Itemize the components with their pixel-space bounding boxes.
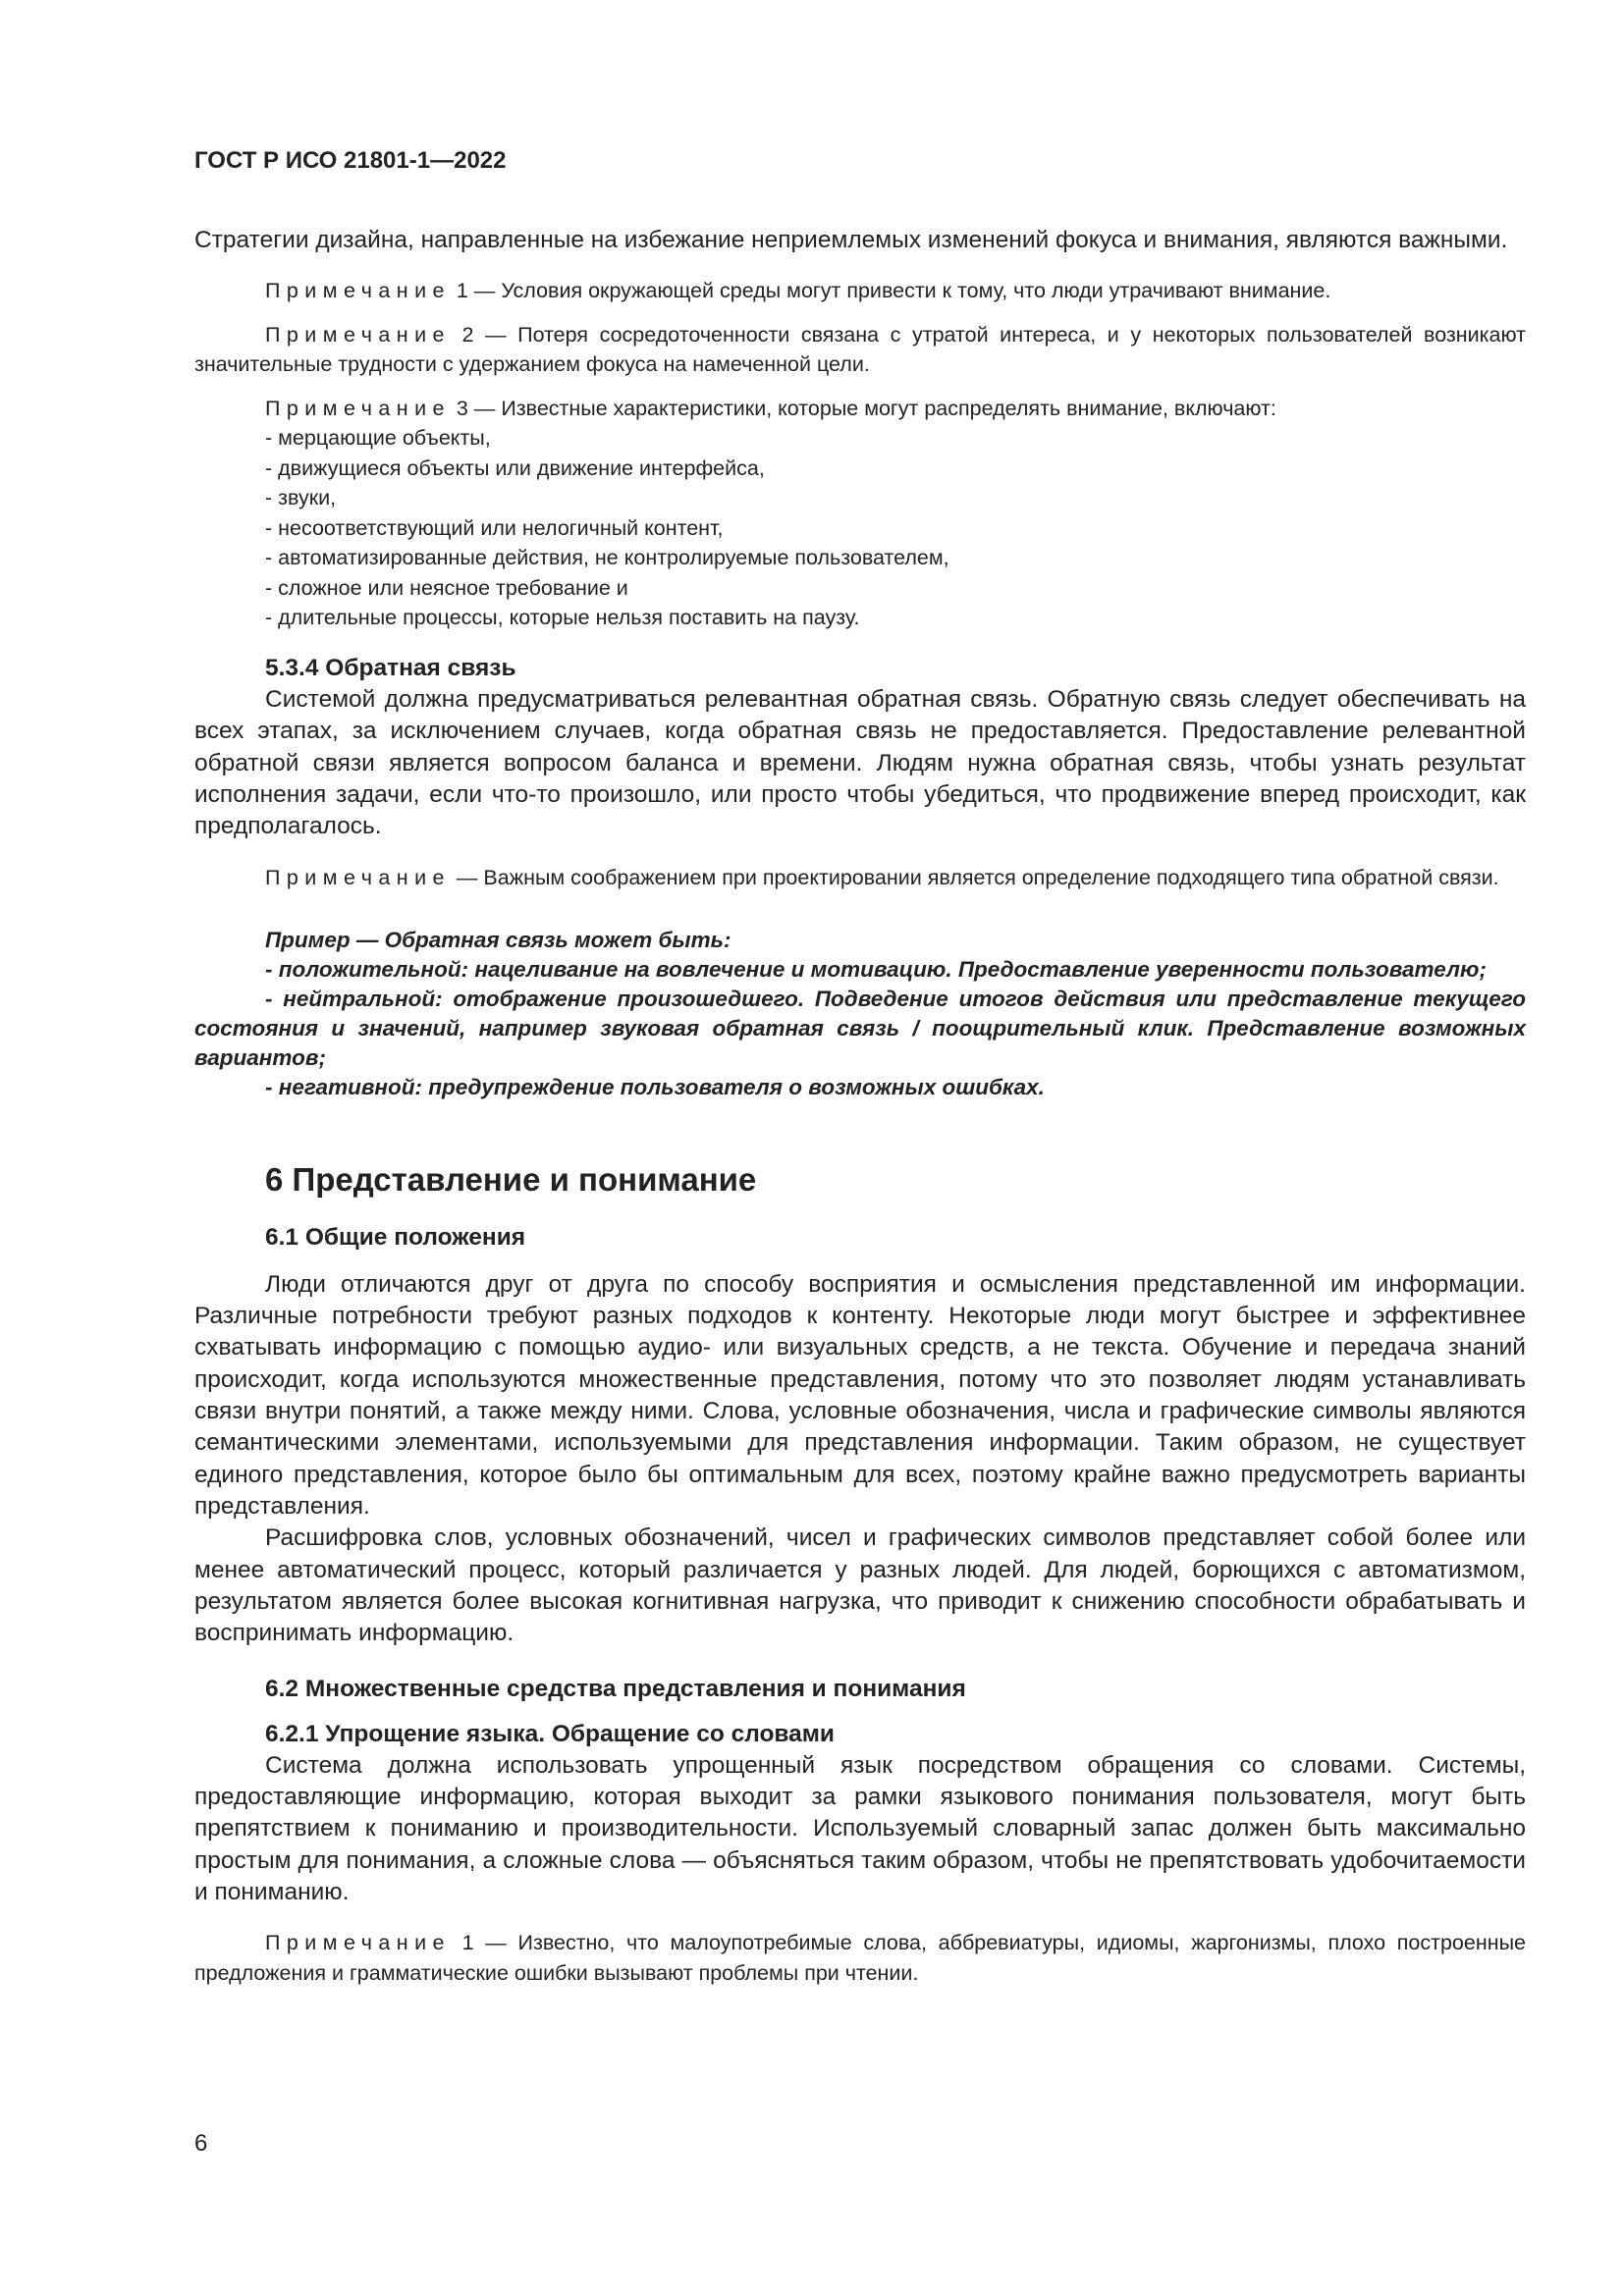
document-header: ГОСТ Р ИСО 21801-1—2022	[194, 147, 507, 174]
example-line: - нейтральной: отображение произошедшего. Подведение итогов действия или представление текущего состояния и значений, например звуковая обратная связь / поощрительный клик. Представление возможных вариантов;	[194, 987, 1526, 1070]
heading-6-2: 6.2 Множественные средства представления и понимания	[265, 1675, 966, 1702]
paragraph-6-1-b: Расшифровка слов, условных обозначений, чисел и графических символов представляет собой более или менее автоматический процесс, который различается у разных людей. Для людей, борющихся с автоматизмом, результатом является более высокая когнитивная нагрузка, что приводит к снижению способности обрабатывать и воспринимать информацию.	[194, 1524, 1526, 1647]
example-line: - положительной: нацеливание на вовлечение и мотивацию. Предоставление уверенности пользователю;	[265, 957, 1487, 983]
page-number: 6	[194, 2130, 208, 2157]
note-label: Примечание	[265, 322, 451, 347]
note-text: 2 — Потеря сосредоточенности связана с утратой интереса, и у некоторых пользователей возникают значительные трудности с удержанием фокуса на намеченной цели.	[194, 322, 1526, 377]
note-label: Примечание	[265, 396, 451, 420]
example-line: Пример — Обратная связь может быть:	[265, 928, 731, 953]
note-3	[194, 394, 1526, 424]
heading-5-3-4: 5.3.4 Обратная связь	[265, 655, 516, 681]
list-item: - автоматизированные действия, не контролируемые пользователем,	[265, 546, 949, 570]
note-text: — Важным соображением при проектировании является определение подходящего типа обратной связи.	[450, 865, 1499, 889]
list-item: - движущиеся объекты или движение интерфейса,	[265, 455, 765, 480]
section-6-title: 6 Представление и понимание	[265, 1160, 757, 1198]
note-6-2-1	[194, 1928, 1526, 1988]
note-text: 1 — Известно, что малоупотребимые слова, аббревиатуры, идиомы, жаргонизмы, плохо построенные предложения и грамматические ошибки вызывают проблемы при чтении.	[194, 1931, 1526, 1985]
paragraph-5-3-4: Системой должна предусматриваться релевантная обратная связь. Обратную связь следует обеспечивать на всех этапах, за исключением случаев, когда обратная связь не предоставляется. Предоставление релевантной обратной связи является вопросом баланса и времени. Людям нужна обратная связь, чтобы узнать результат исполнения задачи, если что-то произошло, или просто чтобы убедиться, что продвижение вперед происходит, как предполагалось.	[194, 686, 1526, 840]
note-1	[194, 276, 1526, 306]
note-3-list	[265, 423, 1526, 633]
note-text: 1 — Условия окружающей среды могут привести к тому, что люди утрачивают внимание.	[450, 279, 1331, 303]
note-label: Примечание	[265, 865, 451, 889]
list-item: - сложное или неясное требование и	[265, 575, 628, 600]
document-page	[194, 147, 1526, 2002]
list-item: - несоответствующий или нелогичный контент,	[265, 515, 724, 540]
paragraph-6-2-1: Система должна использовать упрощенный язык посредством обращения со словами. Системы, предоставляющие информацию, которая выходит за рамки языкового понимания пользователя, могут быть препятствием к пониманию и производительности. Используемый словарный запас должен быть максимально простым для понимания, а сложные слова — объясняться таким образом, чтобы не препятствовать удобочитаемости и пониманию.	[194, 1751, 1526, 1905]
note-2	[194, 320, 1526, 380]
heading-6-1: 6.1 Общие положения	[265, 1223, 526, 1251]
note-text: 3 — Известные характеристики, которые могут распределять внимание, включают:	[450, 396, 1276, 420]
heading-6-2-1: 6.2.1 Упрощение языка. Обращение со словами	[265, 1720, 835, 1747]
example-block	[194, 926, 1526, 1102]
list-item: - длительные процессы, которые нельзя поставить на паузу.	[265, 606, 860, 630]
list-item: - звуки,	[265, 486, 337, 510]
paragraph-6-1-a: Люди отличаются друг от друга по способу восприятия и осмысления представленной им информации. Различные потребности требуют разных подходов к контенту. Некоторые люди могут быстрее и эффективнее схватывать информацию с помощью аудио- или визуальных средств, а не текста. Обучение и передача знаний происходит, когда используются множественные представления, потому что это позволяет людям устанавливать связи внутри понятий, а также между ними. Слова, условные обозначения, числа и графические символы являются семантическими элементами, используемыми для представления информации. Таким образом, не существует единого представления, которое было бы оптимальным для всех, поэтому крайне важно предусмотреть варианты представления.	[194, 1270, 1526, 1520]
note-label: Примечание	[265, 1931, 451, 1955]
note-5-3-4	[194, 863, 1526, 893]
example-line: - негативной: предупреждение пользователя о возможных ошибках.	[265, 1074, 1045, 1099]
list-item: - мерцающие объекты,	[265, 426, 491, 451]
intro-paragraph: Стратегии дизайна, направленные на избежание неприемлемых изменений фокуса и внимания, являются важными.	[194, 227, 1508, 253]
note-label: Примечание	[265, 279, 451, 303]
